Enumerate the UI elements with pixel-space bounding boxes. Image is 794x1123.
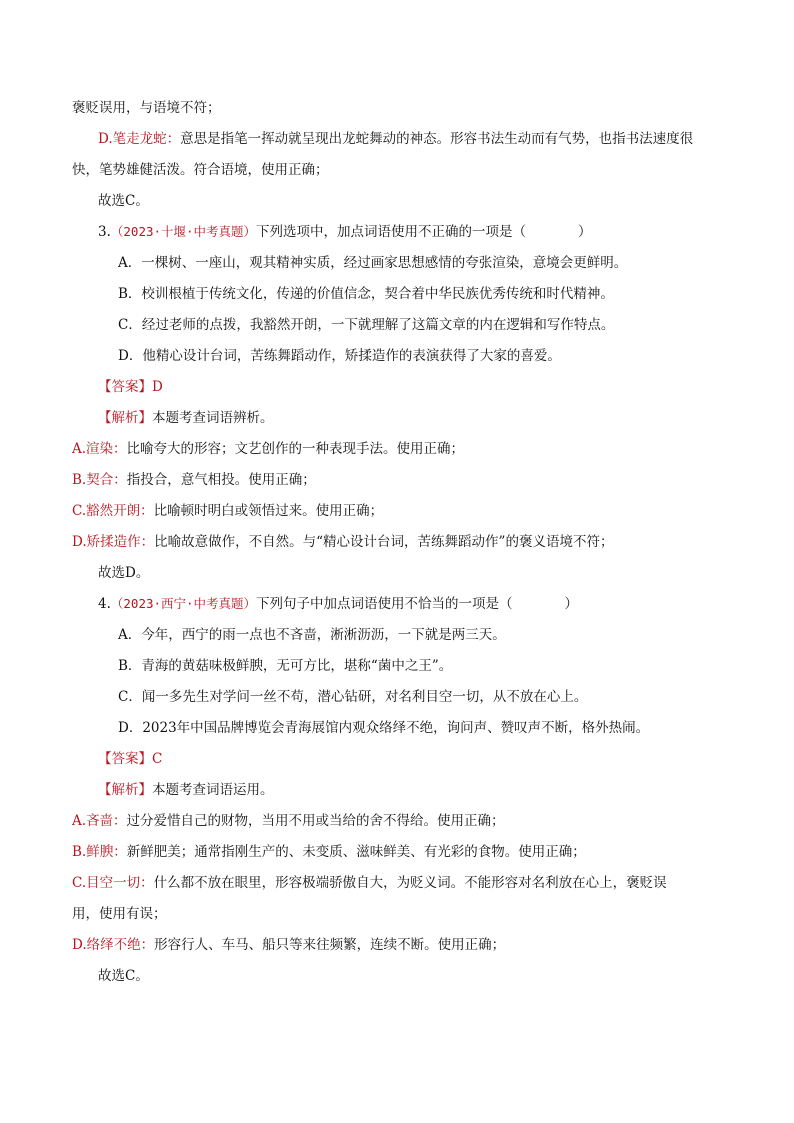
text-line: [72, 811, 722, 831]
option-text: C．经过老师的点拨，我豁然开朗，一下就理解了这篇文章的内在逻辑和写作特点。: [118, 317, 615, 333]
text-span: 故选C。: [98, 968, 149, 984]
text-span: 用，使用有误；: [72, 906, 167, 922]
text-span: 新鲜肥美；通常指刚生产的、未变质、滋味鲜美、有光彩的食物。使用正确；: [126, 844, 586, 860]
text-span: 比喻顿时明白或领悟过来。使用正确；: [153, 503, 384, 519]
text-span: 故选D。: [98, 565, 150, 581]
text-line: [72, 904, 722, 924]
option-a: [72, 253, 722, 273]
question-text: 下列选项中，加点词语使用不正确的一项是（: [256, 224, 527, 240]
answer-value: C: [152, 751, 163, 767]
text-line: [72, 842, 722, 862]
answer-value: D: [152, 379, 163, 395]
option-text: C．闻一多先生对学问一丝不苟，潜心钻研，对名利目空一切，从不放在心上。: [118, 689, 588, 705]
term-label: D.笔走龙蛇：: [98, 131, 181, 147]
analysis-line: [72, 408, 722, 428]
text-span: 过分爱惜自己的财物，当用不用或当给的舍不得给。使用正确；: [126, 813, 505, 829]
question-stem: [72, 594, 722, 614]
source-tag: （2023·西宁·中考真题）: [110, 596, 257, 611]
option-d: [72, 346, 722, 366]
answer-label: 【答案】: [98, 379, 152, 395]
analysis-text: 本题考查词语运用。: [152, 782, 274, 798]
text-line: [72, 470, 722, 490]
option-d: [72, 718, 722, 738]
question-text: 下列句子中加点词语使用不恰当的一项是（: [256, 596, 513, 612]
text-line: [72, 563, 722, 583]
analysis-line: [72, 780, 722, 800]
option-text: A．一棵树、一座山，观其精神实质，经过画家思想感情的夸张渲染，意境会更鲜明。: [118, 255, 628, 271]
text-span: 指投合，意气相投。使用正确；: [126, 472, 316, 488]
option-b: [72, 284, 722, 304]
analysis-text: 本题考查词语辨析。: [152, 410, 274, 426]
text-span: 褒贬误用，与语境不符；: [72, 100, 221, 116]
text-line: [72, 501, 722, 521]
text-line: [72, 191, 722, 211]
text-line: [72, 966, 722, 986]
text-line: [72, 532, 722, 552]
option-a: [72, 625, 722, 645]
term-label: C.目空一切：: [72, 875, 154, 891]
text-span: 什么都不放在眼里，形容极端骄傲自大，为贬义词。不能形容对名利放在心上，褒贬误: [153, 875, 667, 891]
text-span: 快，笔势雄健活泼。符合语境，使用正确；: [72, 162, 329, 178]
option-text: D．他精心设计台词，苦练舞蹈动作，矫揉造作的表演获得了大家的喜爱。: [118, 348, 561, 364]
option-text: A．今年，西宁的雨一点也不吝啬，淅淅沥沥，一下就是两三天。: [118, 627, 506, 643]
answer-line: [72, 377, 722, 397]
term-label: A.吝啬：: [72, 813, 127, 829]
answer-label: 【答案】: [98, 751, 152, 767]
text-line: [72, 129, 722, 149]
term-label: A.渲染：: [72, 441, 127, 457]
text-span: 比喻夸大的形容；文艺创作的一种表现手法。使用正确；: [126, 441, 465, 457]
question-number: 3.: [98, 224, 111, 240]
term-label: D.矫揉造作：: [72, 534, 155, 550]
text-span: 形容行人、车马、船只等来往频繁，连续不断。使用正确；: [154, 937, 506, 953]
analysis-label: 【解析】: [98, 410, 152, 426]
text-line: [72, 935, 722, 955]
question-number: 4.: [98, 596, 111, 612]
term-label: B.契合：: [72, 472, 127, 488]
option-c: [72, 315, 722, 335]
text-line: [72, 439, 722, 459]
term-label: C.豁然开朗：: [72, 503, 154, 519]
bracket-close: ）: [578, 224, 592, 240]
answer-line: [72, 749, 722, 769]
text-line: [72, 160, 722, 180]
option-text: D．2023年中国品牌博览会青海展馆内观众络绎不绝，询问声、赞叹声不断，格外热闹。: [118, 720, 650, 736]
text-span: 比喻故意做作，不自然。与“精心设计台词，苦练舞蹈动作”的褒义语境不符；: [154, 534, 614, 550]
text-span: 故选C。: [98, 193, 149, 209]
question-stem: [72, 222, 722, 242]
analysis-label: 【解析】: [98, 782, 152, 798]
option-c: [72, 687, 722, 707]
text-span: 意思是指笔一挥动就呈现出龙蛇舞动的神态。形容书法生动而有气势，也指书法速度很: [180, 131, 694, 147]
option-text: B．校训根植于传统文化，传递的价值信念，契合着中华民族优秀传统和时代精神。: [118, 286, 614, 302]
bracket-close: ）: [564, 596, 579, 612]
option-b: [72, 656, 722, 676]
source-tag: （2023·十堰·中考真题）: [110, 224, 257, 239]
term-label: B.鲜腴：: [72, 844, 127, 860]
text-line: [72, 873, 722, 893]
term-label: D.络绎不绝：: [72, 937, 155, 953]
option-text: B．青海的黄菇味极鲜腴，无可方比，堪称“菌中之王”。: [118, 658, 453, 674]
text-line: [72, 98, 722, 118]
